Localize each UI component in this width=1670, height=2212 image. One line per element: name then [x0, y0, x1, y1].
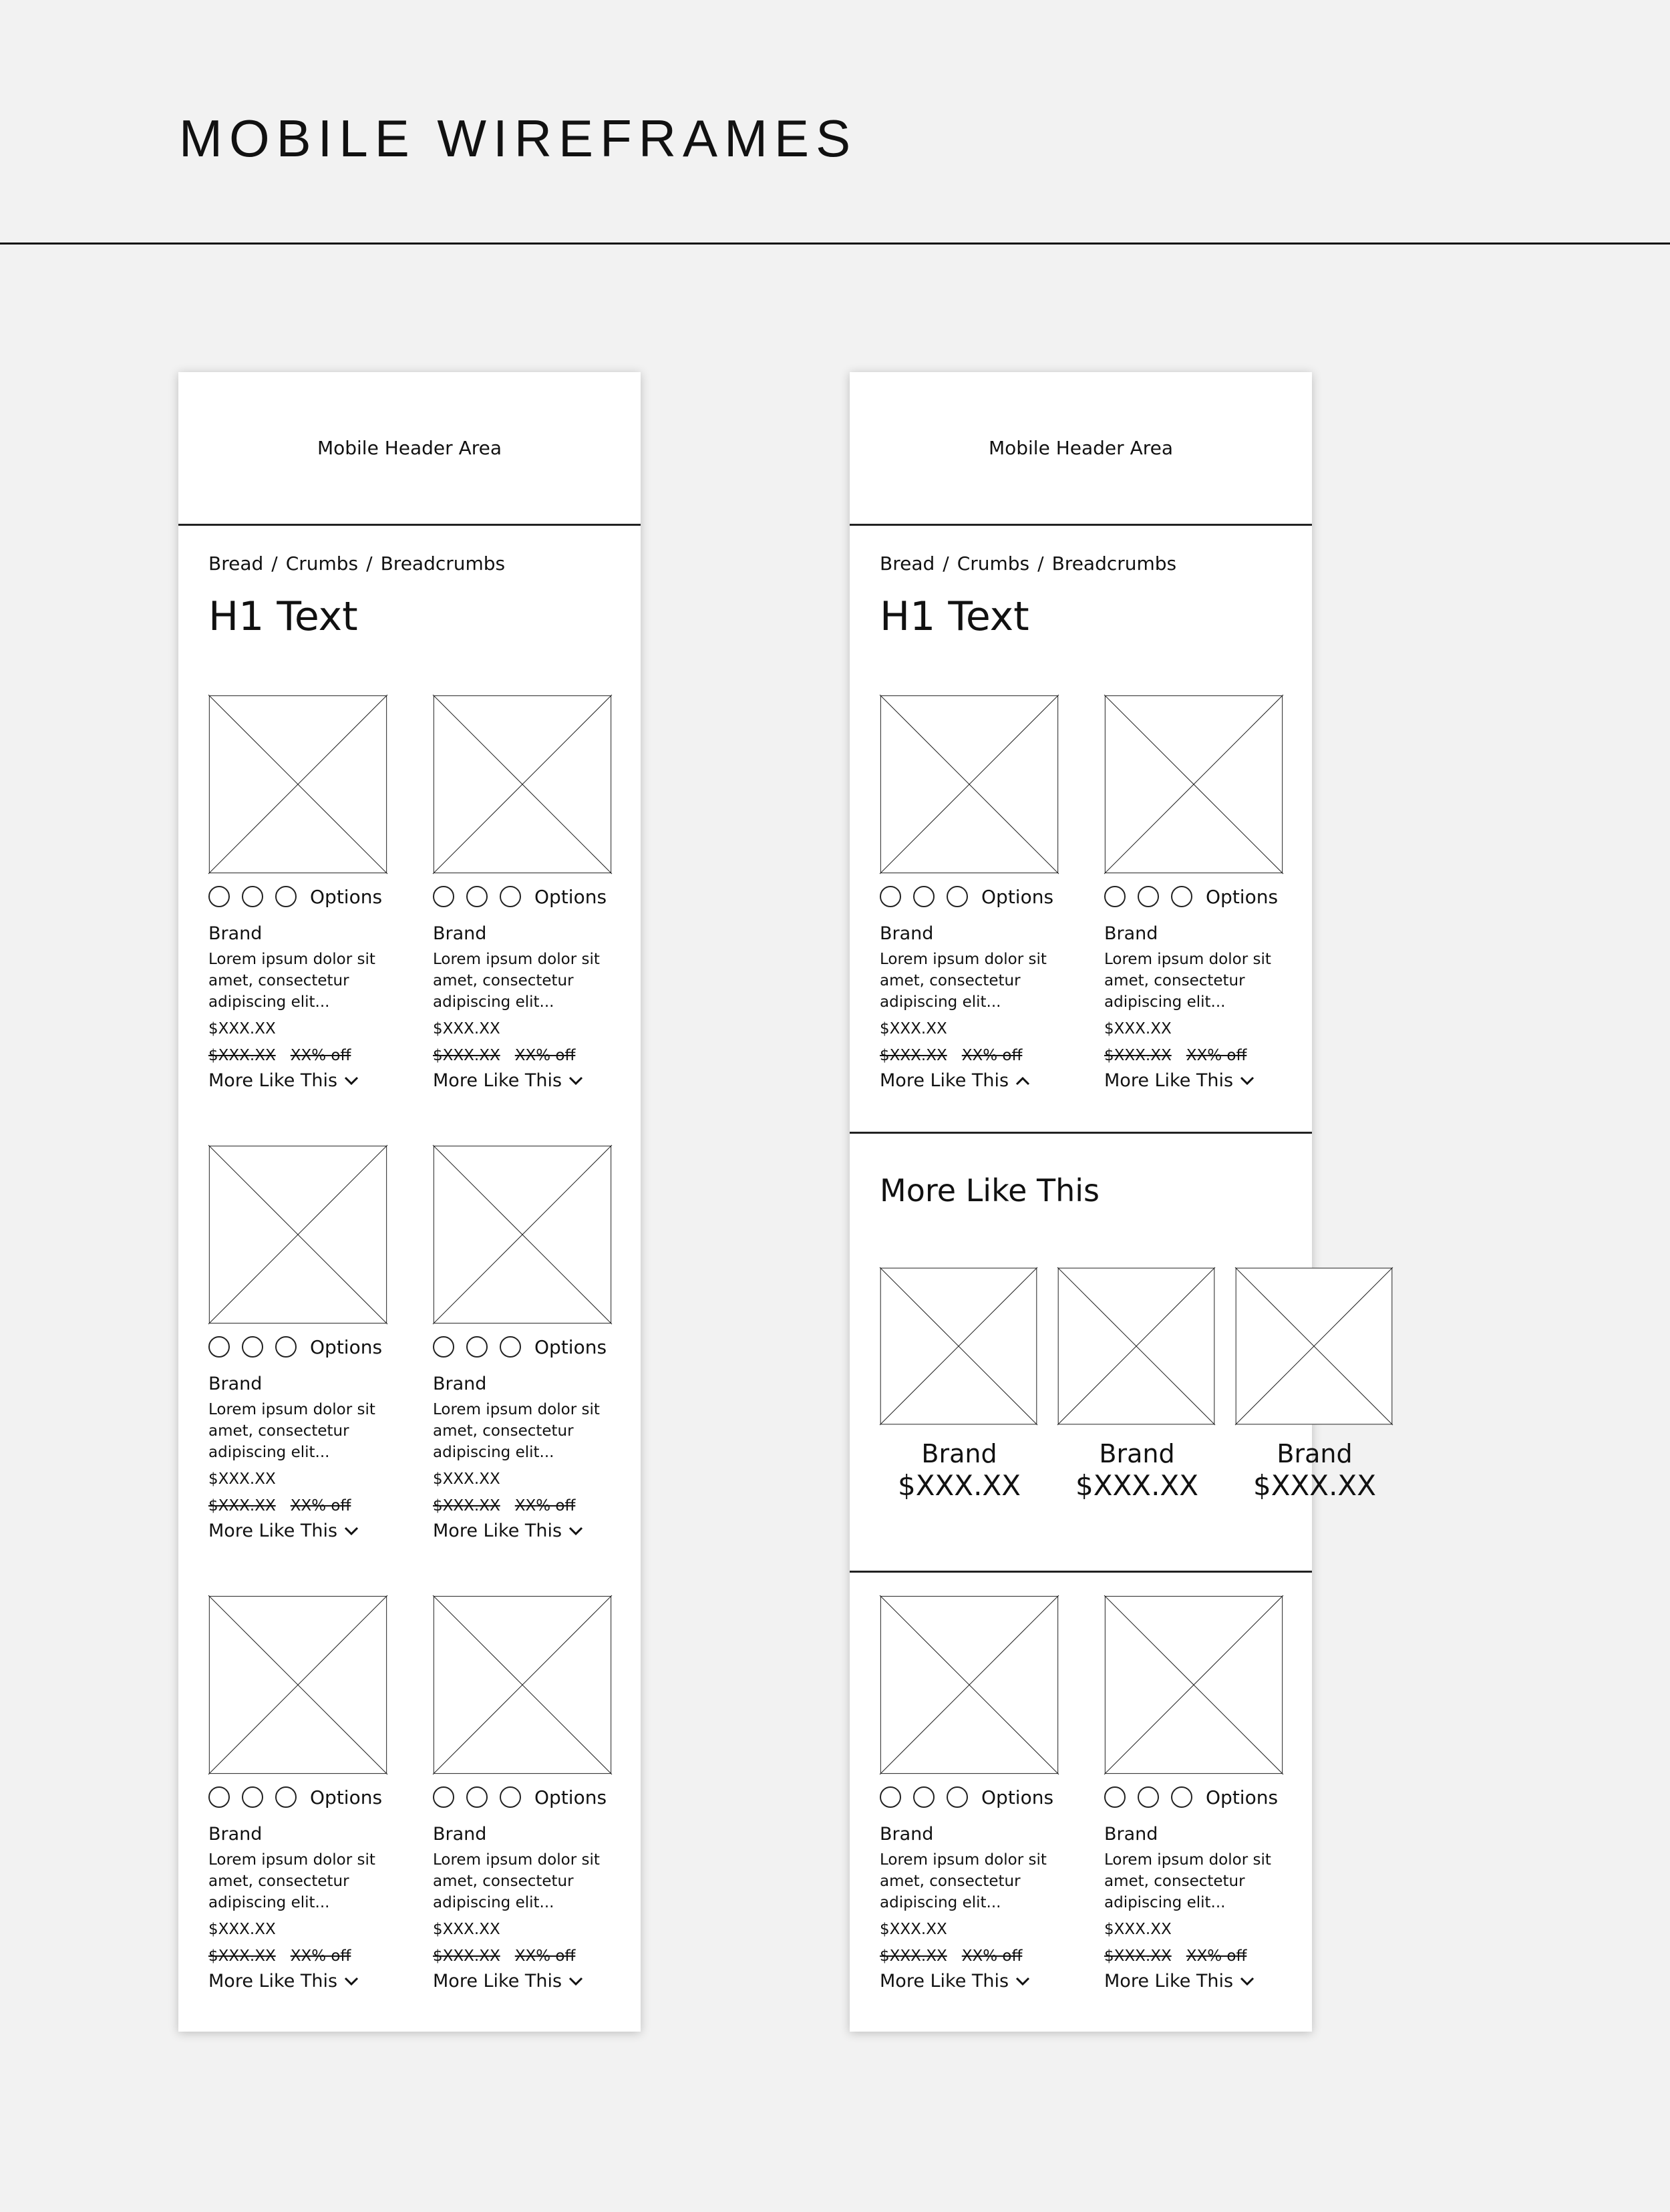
product-card[interactable] [1104, 1595, 1305, 1994]
chevron-down-icon [344, 1527, 359, 1536]
breadcrumb [208, 552, 505, 575]
swatch-options [433, 885, 633, 909]
image-placeholder-icon [208, 1595, 387, 1774]
discount-label: XX% off [290, 1947, 351, 1965]
more-like-this-toggle[interactable] [208, 1069, 409, 1093]
product-card[interactable] [208, 1595, 409, 1994]
original-price-row [880, 1045, 1080, 1066]
color-swatch[interactable] [913, 1786, 935, 1808]
swatch-options [433, 1335, 633, 1359]
more-like-this-label: More Like This [880, 1971, 1009, 1992]
original-price: $XXX.XX [433, 1947, 500, 1965]
options-link[interactable]: Options [981, 1786, 1054, 1808]
chevron-down-icon [568, 1076, 583, 1086]
color-swatch[interactable] [466, 1336, 488, 1358]
product-description: Lorem ipsum dolor sit amet, consectetur adipiscing elit... [208, 951, 375, 1011]
title-divider [0, 243, 1670, 245]
original-price-row [433, 1045, 633, 1066]
carousel-item[interactable] [1057, 1267, 1216, 1503]
product-card[interactable] [880, 1595, 1080, 1994]
discount-label: XX% off [961, 1947, 1023, 1965]
color-swatch[interactable] [433, 1786, 454, 1808]
more-like-this-panel [850, 1132, 1376, 1573]
color-swatch[interactable] [275, 886, 297, 907]
product-description: Lorem ipsum dolor sit amet, consectetur adipiscing elit... [208, 1401, 375, 1461]
product-card[interactable] [1104, 695, 1305, 1093]
product-price: $XXX.XX [1104, 1020, 1172, 1038]
carousel-price: $XXX.XX [1253, 1469, 1376, 1502]
options-link[interactable]: Options [1206, 1786, 1279, 1808]
breadcrumb-current: Breadcrumbs [1051, 552, 1177, 575]
original-price: $XXX.XX [208, 1497, 276, 1515]
color-swatch[interactable] [433, 886, 454, 907]
more-like-this-toggle[interactable] [433, 1519, 633, 1543]
carousel-price: $XXX.XX [898, 1469, 1021, 1502]
color-swatch[interactable] [500, 886, 521, 907]
swatch-options [208, 1335, 409, 1359]
carousel-item[interactable] [880, 1267, 1039, 1503]
image-placeholder-icon [880, 1595, 1059, 1774]
more-like-this-toggle[interactable] [880, 1069, 1080, 1093]
color-swatch[interactable] [500, 1336, 521, 1358]
color-swatch[interactable] [208, 886, 230, 907]
original-price-row [880, 1945, 1080, 1967]
product-description: Lorem ipsum dolor sit amet, consectetur adipiscing elit... [1104, 951, 1271, 1011]
product-brand: Brand [433, 1824, 487, 1845]
discount-label: XX% off [514, 1497, 576, 1515]
original-price: $XXX.XX [433, 1047, 500, 1064]
original-price-row [433, 1945, 633, 1967]
options-link[interactable]: Options [1206, 885, 1279, 908]
more-like-this-label: More Like This [433, 1070, 562, 1091]
color-swatch[interactable] [208, 1786, 230, 1808]
carousel-price: $XXX.XX [1075, 1469, 1198, 1502]
mobile-wireframe-grid [178, 372, 641, 2032]
original-price-row [208, 1045, 409, 1066]
more-like-this-title: More Like This [880, 1172, 1100, 1209]
product-price: $XXX.XX [433, 1020, 500, 1038]
product-card[interactable] [433, 1145, 633, 1543]
more-like-this-label: More Like This [208, 1971, 338, 1992]
product-description: Lorem ipsum dolor sit amet, consectetur adipiscing elit... [1104, 1851, 1271, 1911]
color-swatch[interactable] [1104, 886, 1126, 907]
product-description: Lorem ipsum dolor sit amet, consectetur adipiscing elit... [433, 1401, 600, 1461]
options-link[interactable]: Options [981, 885, 1054, 908]
more-like-this-label: More Like This [433, 1971, 562, 1992]
more-like-this-label: More Like This [433, 1521, 562, 1541]
product-brand: Brand [1104, 1824, 1158, 1845]
image-placeholder-icon [208, 1145, 387, 1324]
color-swatch[interactable] [1138, 886, 1159, 907]
product-description: Lorem ipsum dolor sit amet, consectetur adipiscing elit... [880, 951, 1047, 1011]
image-placeholder-icon [433, 1145, 612, 1324]
more-like-this-toggle[interactable] [433, 1969, 633, 1994]
mobile-header [850, 372, 1312, 526]
page-heading: H1 Text [208, 593, 358, 640]
discount-label: XX% off [961, 1047, 1023, 1064]
image-placeholder-icon [1104, 695, 1283, 874]
product-card[interactable] [433, 695, 633, 1093]
mobile-header [178, 372, 641, 526]
original-price: $XXX.XX [1104, 1047, 1172, 1064]
original-price: $XXX.XX [208, 1047, 276, 1064]
color-swatch[interactable] [275, 1786, 297, 1808]
carousel-item[interactable] [1235, 1267, 1394, 1503]
swatch-options [880, 885, 1080, 909]
options-link[interactable]: Options [534, 1335, 607, 1358]
more-like-this-toggle[interactable] [208, 1519, 409, 1543]
product-price: $XXX.XX [433, 1470, 500, 1488]
original-price: $XXX.XX [1104, 1947, 1172, 1965]
image-placeholder-icon [1057, 1267, 1215, 1425]
mobile-header-label: Mobile Header Area [317, 437, 502, 459]
product-card[interactable] [208, 1145, 409, 1543]
image-placeholder-icon [208, 695, 387, 874]
product-card[interactable] [208, 695, 409, 1093]
chevron-down-icon [344, 1076, 359, 1086]
chevron-down-icon [1240, 1977, 1255, 1986]
color-swatch[interactable] [242, 1336, 263, 1358]
chevron-down-icon [568, 1527, 583, 1536]
color-swatch[interactable] [913, 886, 935, 907]
breadcrumb [880, 552, 1176, 575]
carousel-brand: Brand [921, 1439, 997, 1468]
color-swatch[interactable] [947, 1786, 968, 1808]
product-brand: Brand [208, 1374, 263, 1394]
chevron-down-icon [344, 1977, 359, 1986]
color-swatch[interactable] [466, 1786, 488, 1808]
options-link[interactable]: Options [310, 1786, 383, 1808]
original-price: $XXX.XX [880, 1947, 947, 1965]
color-swatch[interactable] [1171, 1786, 1192, 1808]
discount-label: XX% off [1186, 1047, 1247, 1064]
product-description: Lorem ipsum dolor sit amet, consectetur adipiscing elit... [880, 1851, 1047, 1911]
product-price: $XXX.XX [433, 1921, 500, 1938]
product-brand: Brand [433, 923, 487, 944]
mobile-wireframe-expanded [850, 372, 1376, 2032]
product-price: $XXX.XX [1104, 1921, 1172, 1938]
color-swatch[interactable] [466, 886, 488, 907]
color-swatch[interactable] [275, 1336, 297, 1358]
image-placeholder-icon [1235, 1267, 1393, 1425]
options-link[interactable]: Options [534, 885, 607, 908]
color-swatch[interactable] [208, 1336, 230, 1358]
original-price-row [208, 1945, 409, 1967]
more-like-this-toggle[interactable] [880, 1969, 1080, 1994]
original-price: $XXX.XX [880, 1047, 947, 1064]
product-brand: Brand [433, 1374, 487, 1394]
discount-label: XX% off [514, 1947, 576, 1965]
mobile-header-label: Mobile Header Area [988, 437, 1174, 459]
product-price: $XXX.XX [880, 1921, 947, 1938]
color-swatch[interactable] [433, 1336, 454, 1358]
swatch-options [208, 1785, 409, 1809]
original-price: $XXX.XX [208, 1947, 276, 1965]
image-placeholder-icon [880, 695, 1059, 874]
breadcrumb-separator: / [271, 552, 278, 575]
chevron-down-icon [568, 1977, 583, 1986]
color-swatch[interactable] [242, 1786, 263, 1808]
color-swatch[interactable] [1104, 1786, 1126, 1808]
breadcrumb-separator: / [943, 552, 949, 575]
chevron-down-icon [1240, 1076, 1255, 1086]
image-placeholder-icon [880, 1267, 1037, 1425]
swatch-options [433, 1785, 633, 1809]
product-description: Lorem ipsum dolor sit amet, consectetur adipiscing elit... [433, 1851, 600, 1911]
breadcrumb-separator: / [366, 552, 373, 575]
more-like-this-label: More Like This [1104, 1971, 1234, 1992]
original-price-row [1104, 1045, 1305, 1066]
color-swatch[interactable] [1138, 1786, 1159, 1808]
breadcrumb-current: Breadcrumbs [380, 552, 506, 575]
product-price: $XXX.XX [880, 1020, 947, 1038]
color-swatch[interactable] [242, 886, 263, 907]
options-link[interactable]: Options [534, 1786, 607, 1808]
discount-label: XX% off [290, 1497, 351, 1515]
more-like-this-toggle[interactable] [1104, 1969, 1305, 1994]
original-price-row [1104, 1945, 1305, 1967]
product-brand: Brand [880, 923, 934, 944]
more-like-this-label: More Like This [208, 1070, 338, 1091]
page-title: MOBILE WIREFRAMES [179, 109, 858, 168]
original-price-row [208, 1495, 409, 1517]
options-link[interactable]: Options [310, 885, 383, 908]
more-like-this-label: More Like This [1104, 1070, 1234, 1091]
more-like-this-label: More Like This [208, 1521, 338, 1541]
product-brand: Brand [1104, 923, 1158, 944]
discount-label: XX% off [514, 1047, 576, 1064]
swatch-options [1104, 885, 1305, 909]
product-card[interactable] [880, 695, 1080, 1093]
more-like-this-toggle[interactable] [433, 1069, 633, 1093]
breadcrumb-link[interactable]: Crumbs [957, 552, 1030, 575]
product-description: Lorem ipsum dolor sit amet, consectetur adipiscing elit... [433, 951, 600, 1011]
product-brand: Brand [208, 923, 263, 944]
chevron-up-icon [1015, 1076, 1030, 1086]
carousel-brand: Brand [1099, 1439, 1175, 1468]
discount-label: XX% off [290, 1047, 351, 1064]
more-like-this-toggle[interactable] [1104, 1069, 1305, 1093]
original-price-row [433, 1495, 633, 1517]
color-swatch[interactable] [880, 886, 901, 907]
image-placeholder-icon [1104, 1595, 1283, 1774]
more-like-this-toggle[interactable] [208, 1969, 409, 1994]
product-card[interactable] [433, 1595, 633, 1994]
page-heading: H1 Text [880, 593, 1029, 640]
more-like-this-label: More Like This [880, 1070, 1009, 1091]
original-price: $XXX.XX [433, 1497, 500, 1515]
swatch-options [1104, 1785, 1305, 1809]
color-swatch[interactable] [947, 886, 968, 907]
image-placeholder-icon [433, 695, 612, 874]
swatch-options [880, 1785, 1080, 1809]
color-swatch[interactable] [880, 1786, 901, 1808]
breadcrumb-link[interactable]: Crumbs [285, 552, 359, 575]
breadcrumb-separator: / [1037, 552, 1044, 575]
product-price: $XXX.XX [208, 1921, 276, 1938]
image-placeholder-icon [433, 1595, 612, 1774]
chevron-down-icon [1015, 1977, 1030, 1986]
discount-label: XX% off [1186, 1947, 1247, 1965]
carousel-brand: Brand [1277, 1439, 1353, 1468]
product-brand: Brand [880, 1824, 934, 1845]
color-swatch[interactable] [1171, 886, 1192, 907]
color-swatch[interactable] [500, 1786, 521, 1808]
product-description: Lorem ipsum dolor sit amet, consectetur adipiscing elit... [208, 1851, 375, 1911]
options-link[interactable]: Options [310, 1335, 383, 1358]
breadcrumb-link[interactable]: Bread [880, 552, 935, 575]
product-brand: Brand [208, 1824, 263, 1845]
product-price: $XXX.XX [208, 1020, 276, 1038]
swatch-options [208, 885, 409, 909]
product-price: $XXX.XX [208, 1470, 276, 1488]
breadcrumb-link[interactable]: Bread [208, 552, 264, 575]
